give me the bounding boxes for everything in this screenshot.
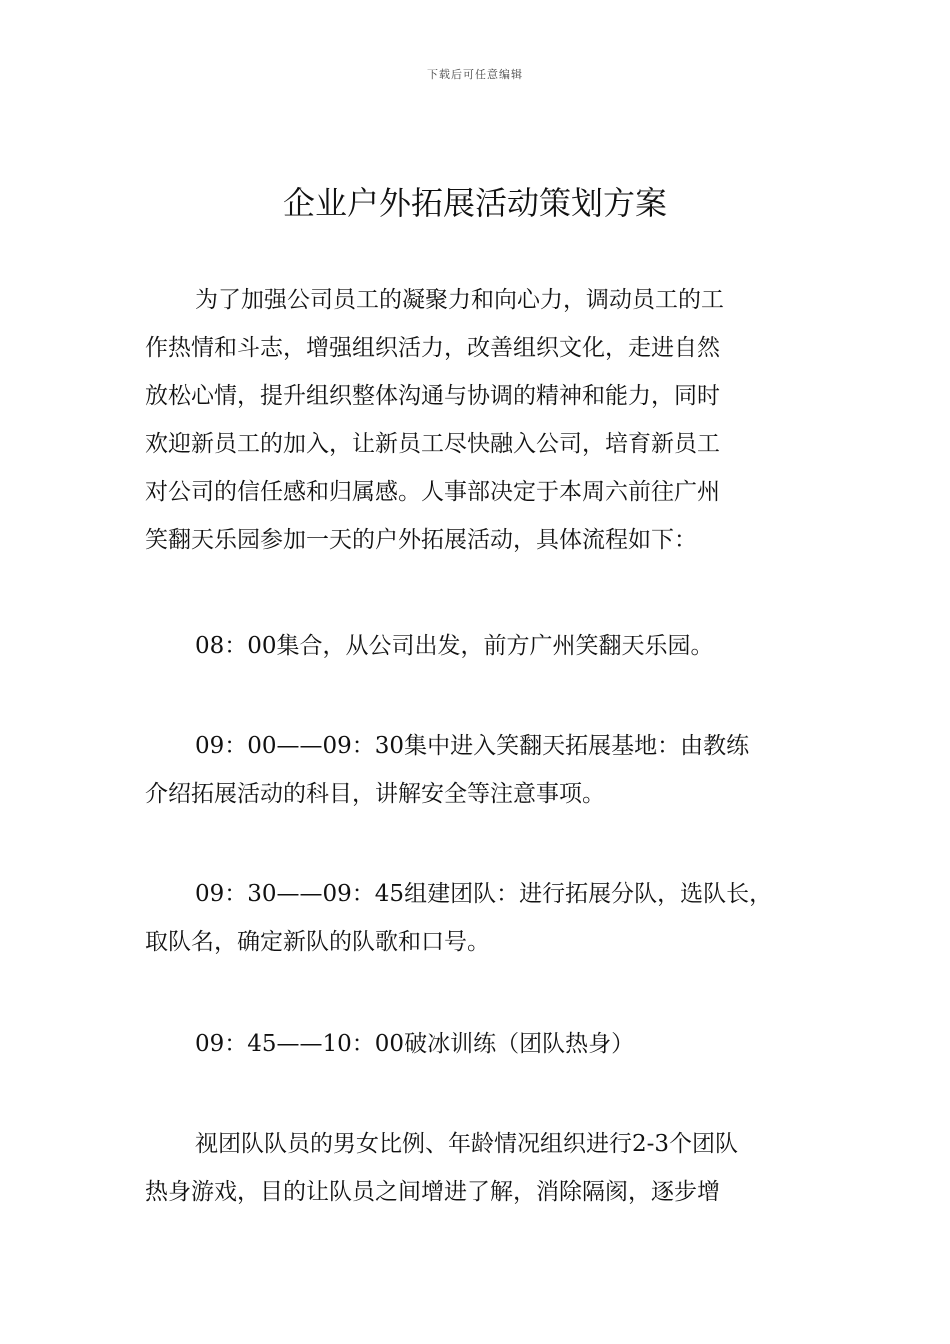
page-title: 企业户外拓展活动策划方案 [282,184,667,222]
schedule-item [145,722,810,818]
schedule-item [145,1120,810,1216]
schedule-line: 09：45——10：00破冰训练（团队热身） [195,1031,635,1057]
header-note: 下载后可任意编辑 [427,68,523,81]
schedule-item [145,622,810,670]
schedule-line: 视团队队员的男女比例、年龄情况组织进行2-3个团队 [195,1131,739,1157]
intro-line: 为了加强公司员工的凝聚力和向心力，调动员工的工 [195,287,724,313]
schedule-line: 09：00——09：30集中进入笑翻天拓展基地：由教练 [195,733,750,759]
schedule-line: 介绍拓展活动的科目，讲解安全等注意事项。 [145,781,605,807]
schedule-line: 取队名，确定新队的队歌和口号。 [145,929,490,955]
schedule-item [145,870,810,966]
schedule-item [145,1020,810,1068]
intro-line: 对公司的信任感和归属感。人事部决定于本周六前往广州 [145,479,720,505]
intro-paragraph [145,276,810,564]
intro-line: 放松心情，提升组织整体沟通与协调的精神和能力，同时 [145,383,720,409]
schedule-line: 08：00集合，从公司出发，前方广州笑翻天乐园。 [195,633,714,659]
schedule-line: 09：30——09：45组建团队：进行拓展分队，选队长， [195,881,773,907]
intro-line: 笑翻天乐园参加一天的户外拓展活动，具体流程如下： [145,527,697,553]
intro-line: 欢迎新员工的加入，让新员工尽快融入公司，培育新员工 [145,431,720,457]
intro-line: 作热情和斗志，增强组织活力，改善组织文化，走进自然 [145,335,720,361]
schedule-line: 热身游戏，目的让队员之间增进了解，消除隔阂，逐步增 [145,1179,720,1205]
